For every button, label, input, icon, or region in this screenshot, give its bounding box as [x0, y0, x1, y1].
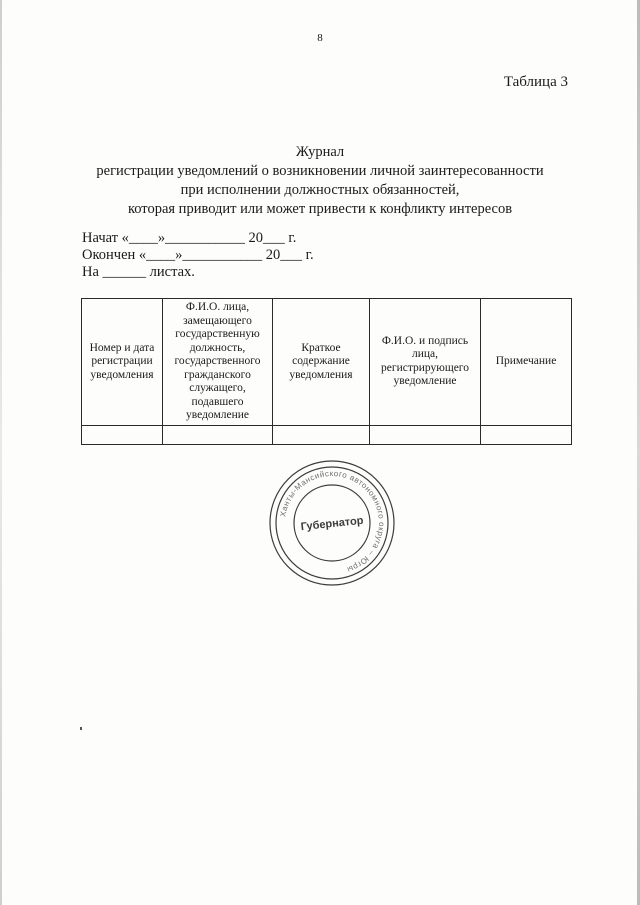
- seal-center-text: Губернатор: [300, 514, 365, 534]
- header-registration-number: Номер и дата регистрации уведомления: [82, 299, 163, 426]
- table-label: Таблица 3: [503, 74, 568, 90]
- scan-edge-left: [0, 0, 2, 905]
- scan-speck: [80, 727, 82, 730]
- seal-ring-text: Ханты-Мансийского автономного округа – Югры: [278, 468, 387, 575]
- seal-graphic: [267, 458, 397, 588]
- end-date-line: Окончен «____»___________ 20___ г.: [82, 247, 314, 263]
- table-header-row: [82, 299, 572, 426]
- table-cell: [370, 425, 481, 444]
- journal-title: [0, 143, 640, 219]
- official-seal: [267, 458, 397, 588]
- title-line-3: при исполнении должностных обязанностей,: [180, 182, 460, 198]
- title-line-4: которая приводит или может привести к конфликту интересов: [127, 201, 513, 217]
- header-registrar-signature: Ф.И.О. и подпись лица, регистрирующего уведомление: [370, 299, 481, 426]
- journal-dates: [82, 230, 314, 281]
- title-line-2: регистрации уведомлений о возникновении личной заинтересованности: [96, 163, 544, 179]
- header-submitter-name: Ф.И.О. лица, замещающего государственную должность, государственного гражданского служащего, подавшего уведомление: [163, 299, 273, 426]
- sheet-count-line: На ______ листах.: [82, 264, 195, 280]
- table-cell: [163, 425, 273, 444]
- journal-table: [81, 298, 572, 445]
- table-cell: [273, 425, 370, 444]
- title-line-1: Журнал: [295, 144, 345, 160]
- header-summary: Краткое содержание уведомления: [273, 299, 370, 426]
- page-number: 8: [317, 32, 323, 44]
- table-row: [82, 425, 572, 444]
- table-cell: [82, 425, 163, 444]
- table-cell: [481, 425, 572, 444]
- header-note: Примечание: [481, 299, 572, 426]
- start-date-line: Начат «____»___________ 20___ г.: [82, 230, 297, 246]
